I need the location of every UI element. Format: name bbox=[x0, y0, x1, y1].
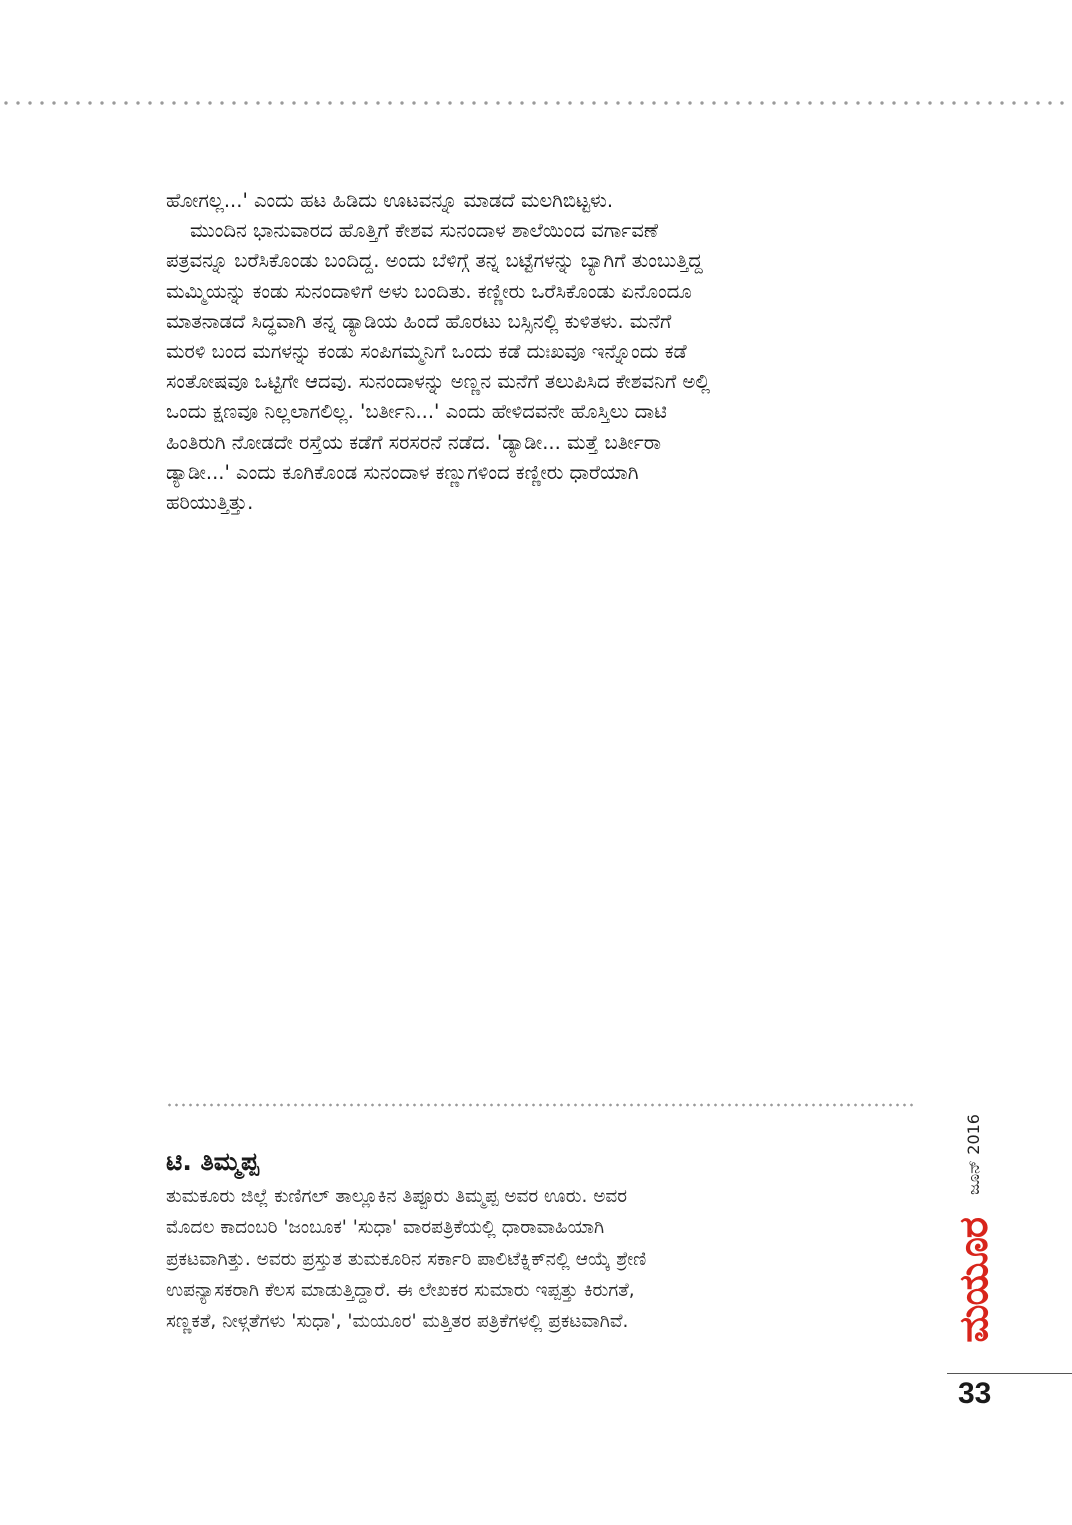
issue-date: ಜೂನ್ 2016 bbox=[964, 1114, 983, 1195]
story-paragraph-2 bbox=[166, 216, 926, 518]
page-number: 33 bbox=[958, 1377, 992, 1410]
story-line: ಡ್ಯಾಡೀ...' ಎಂದು ಕೂಗಿಕೊಂಡ ಸುನಂದಾಳ ಕಣ್ಣುಗಳಿಂದ ಕಣ್ಣೀರು ಧಾರೆಯಾಗಿ bbox=[166, 460, 639, 484]
bio-line: ಮೊದಲ ಕಾದಂಬರಿ 'ಜಂಬೂಕ' 'ಸುಧಾ' ವಾರಪತ್ರಿಕೆಯಲ್ಲಿ ಧಾರಾವಾಹಿಯಾಗಿ bbox=[166, 1217, 605, 1239]
top-dotted-rule bbox=[0, 100, 1072, 106]
story-line: ಹರಿಯುತ್ತಿತ್ತು. bbox=[166, 491, 254, 515]
story-paragraph-1 bbox=[166, 186, 926, 216]
story-line: ಮಮ್ಮಿಯನ್ನು ಕಂಡು ಸುನಂದಾಳಿಗೆ ಅಳು ಬಂದಿತು. ಕಣ್ಣೀರು ಒರೆಸಿಕೊಂಡು ಏನೊಂದೂ bbox=[166, 279, 692, 303]
bio-line: ಉಪನ್ಯಾಸಕರಾಗಿ ಕೆಲಸ ಮಾಡುತ್ತಿದ್ದಾರೆ. ಈ ಲೇಖಕರ ಸುಮಾರು ಇಪ್ಪತ್ತು ಕಿರುಗತೆ, bbox=[166, 1279, 635, 1301]
story-line: ಹಿಂತಿರುಗಿ ನೋಡದೇ ರಸ್ತೆಯ ಕಡೆಗೆ ಸರಸರನೆ ನಡೆದ. 'ಡ್ಯಾಡೀ... ಮತ್ತೆ ಬರ್ತೀರಾ bbox=[166, 430, 661, 454]
magazine-logo: ಮಯೂರ bbox=[951, 1218, 997, 1343]
story-line: ಸಂತೋಷವೂ ಒಟ್ಟಿಗೇ ಆದವು. ಸುನಂದಾಳನ್ನು ಅಣ್ಣನ ಮನೆಗೆ ತಲುಪಿಸಿದ ಕೇಶವನಿಗೆ ಅಲ್ಲಿ bbox=[166, 370, 711, 394]
bio-dotted-rule bbox=[166, 1103, 916, 1107]
story-text bbox=[166, 186, 926, 518]
page-sidebar bbox=[946, 1100, 1006, 1380]
bio-line: ತುಮಕೂರು ಜಿಲ್ಲೆ ಕುಣಿಗಲ್ ತಾಲ್ಲೂಕಿನ ತಿಪ್ಪೂರು ತಿಮ್ಮಪ್ಪ ಅವರ ಊರು. ಅವರ bbox=[166, 1186, 628, 1207]
story-line: ಮುಂದಿನ ಭಾನುವಾರದ ಹೊತ್ತಿಗೆ ಕೇಶವ ಸುನಂದಾಳ ಶಾಲೆಯಿಂದ ವರ್ಗಾವಣೆ bbox=[190, 219, 659, 243]
author-bio bbox=[166, 1181, 926, 1337]
story-line: ಒಂದು ಕ್ಷಣವೂ ನಿಲ್ಲಲಾಗಲಿಲ್ಲ. 'ಬರ್ತೀನಿ...' ಎಂದು ಹೇಳಿದವನೇ ಹೊಸ್ತಿಲು ದಾಟಿ bbox=[166, 400, 667, 424]
page-number-rule bbox=[947, 1373, 1072, 1374]
story-line: ಪತ್ರವನ್ನೂ ಬರೆಸಿಕೊಂಡು ಬಂದಿದ್ದ. ಅಂದು ಬೆಳಿಗ್ಗೆ ತನ್ನ ಬಟ್ಟೆಗಳನ್ನು ಬ್ಯಾಗಿಗೆ ತುಂಬುತ್ತಿದ್ದ bbox=[166, 249, 703, 273]
story-line: ಮರಳಿ ಬಂದ ಮಗಳನ್ನು ಕಂಡು ಸಂಪಿಗಮ್ಮನಿಗೆ ಒಂದು ಕಡೆ ದುಃಖವೂ ಇನ್ನೊಂದು ಕಡೆ bbox=[166, 340, 687, 364]
bio-line: ಪ್ರಕಟವಾಗಿತ್ತು. ಅವರು ಪ್ರಸ್ತುತ ತುಮಕೂರಿನ ಸರ್ಕಾರಿ ಪಾಲಿಟೆಕ್ನಿಕ್‌ನಲ್ಲಿ ಆಯ್ಕೆ ಶ್ರೇಣಿ bbox=[166, 1248, 647, 1270]
bio-line: ಸಣ್ಣಕತೆ, ನೀಳ್ಗತೆಗಳು 'ಸುಧಾ', 'ಮಯೂರ' ಮತ್ತಿತರ ಪತ್ರಿಕೆಗಳಲ್ಲಿ ಪ್ರಕಟವಾಗಿವೆ. bbox=[166, 1311, 629, 1333]
author-name: ಟಿ. ತಿಮ್ಮಪ್ಪ bbox=[166, 1147, 259, 1176]
story-line: ಹೋಗಲ್ಲ...' ಎಂದು ಹಟ ಹಿಡಿದು ಊಟವನ್ನೂ ಮಾಡದೆ ಮಲಗಿಬಿಟ್ಟಳು. bbox=[166, 189, 614, 212]
story-line: ಮಾತನಾಡದೆ ಸಿದ್ಧವಾಗಿ ತನ್ನ ಡ್ಯಾಡಿಯ ಹಿಂದೆ ಹೊರಟು ಬಸ್ಸಿನಲ್ಲಿ ಕುಳಿತಳು. ಮನೆಗೆ bbox=[166, 309, 672, 333]
